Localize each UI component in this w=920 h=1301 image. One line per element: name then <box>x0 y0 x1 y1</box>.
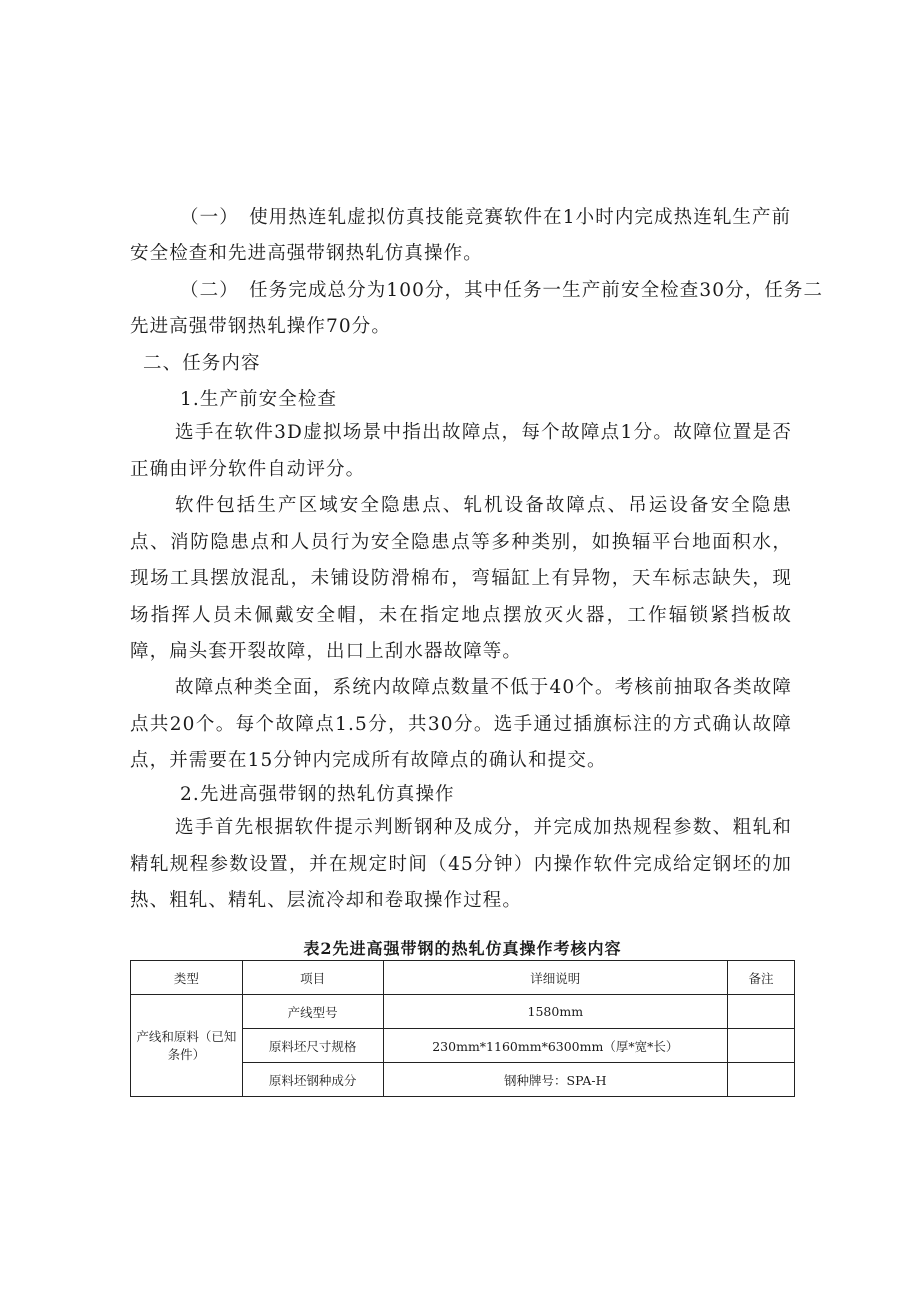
header-type: 类型 <box>131 961 243 995</box>
note-cell <box>728 995 795 1029</box>
header-note: 备注 <box>728 961 795 995</box>
category-cell: 产线和原料（已知条件） <box>131 995 243 1097</box>
subheading-1: 1.生产前安全检查 <box>180 389 338 410</box>
detail-cell: 230mm*1160mm*6300mm（厚*宽*长） <box>383 1029 728 1063</box>
assessment-table <box>130 960 795 1097</box>
paragraph-3: 选手在软件3D虚拟场景中指出故障点，每个故障点1分。故障位置是否正确由评分软件自动评分。 <box>130 422 792 480</box>
paragraph-4: 软件包括生产区域安全隐患点、轧机设备故障点、吊运设备安全隐患点、消防隐患点和人员行为安全隐患点等多种类别，如换辐平台地面积水，现场工具摆放混乱，未铺设防滑棉布，弯辐缸上有异物，天车标志缺失，现场指挥人员未佩戴安全帽，未在指定地点摆放灭火器，工作辐锁紧挡板故障，扁头套开裂故障，出口上刮水器故障等。 <box>130 495 792 662</box>
item-cell: 原料坯尺寸规格 <box>242 1029 383 1063</box>
item-cell: 产线型号 <box>242 995 383 1029</box>
note-cell <box>728 1063 795 1097</box>
subheading-2: 2.先进高强带钢的热轧仿真操作 <box>180 784 455 805</box>
paragraph-5: 故障点种类全面，系统内故障点数量不低于40个。考核前抽取各类故障点共20个。每个故障点1.5分，共30分。选手通过插旗标注的方式确认故障点，并需要在15分钟内完成所有故障点的确认和提交。 <box>130 677 792 771</box>
header-item: 项目 <box>242 961 383 995</box>
table-header-row <box>131 961 795 995</box>
paragraph-2-line-1: （二） 任务完成总分为100分，其中任务一生产前安全检查30分，任务二 <box>180 280 824 301</box>
header-detail: 详细说明 <box>383 961 728 995</box>
table-caption: 表2先进高强带钢的热轧仿真操作考核内容 <box>303 939 622 958</box>
section-heading: 二、任务内容 <box>143 353 261 374</box>
detail-cell: 1580mm <box>383 995 728 1029</box>
item-cell: 原料坯钢种成分 <box>242 1063 383 1097</box>
paragraph-1-line-1: （一） 使用热连轧虚拟仿真技能竞赛软件在1小时内完成热连轧生产前 <box>180 207 792 228</box>
note-cell <box>728 1029 795 1063</box>
paragraph-2-line-2: 先进高强带钢热轧操作70分。 <box>130 316 391 337</box>
table-row <box>131 995 795 1029</box>
detail-cell: 钢种牌号：SPA-H <box>383 1063 728 1097</box>
paragraph-1-line-2: 安全检查和先进高强带钢热轧仿真操作。 <box>130 243 483 264</box>
paragraph-6: 选手首先根据软件提示判断钢种及成分，并完成加热规程参数、粗轧和精轧规程参数设置，并在规定时间（45分钟）内操作软件完成给定钢坯的加热、粗轧、精轧、层流冷却和卷取操作过程。 <box>130 817 792 911</box>
